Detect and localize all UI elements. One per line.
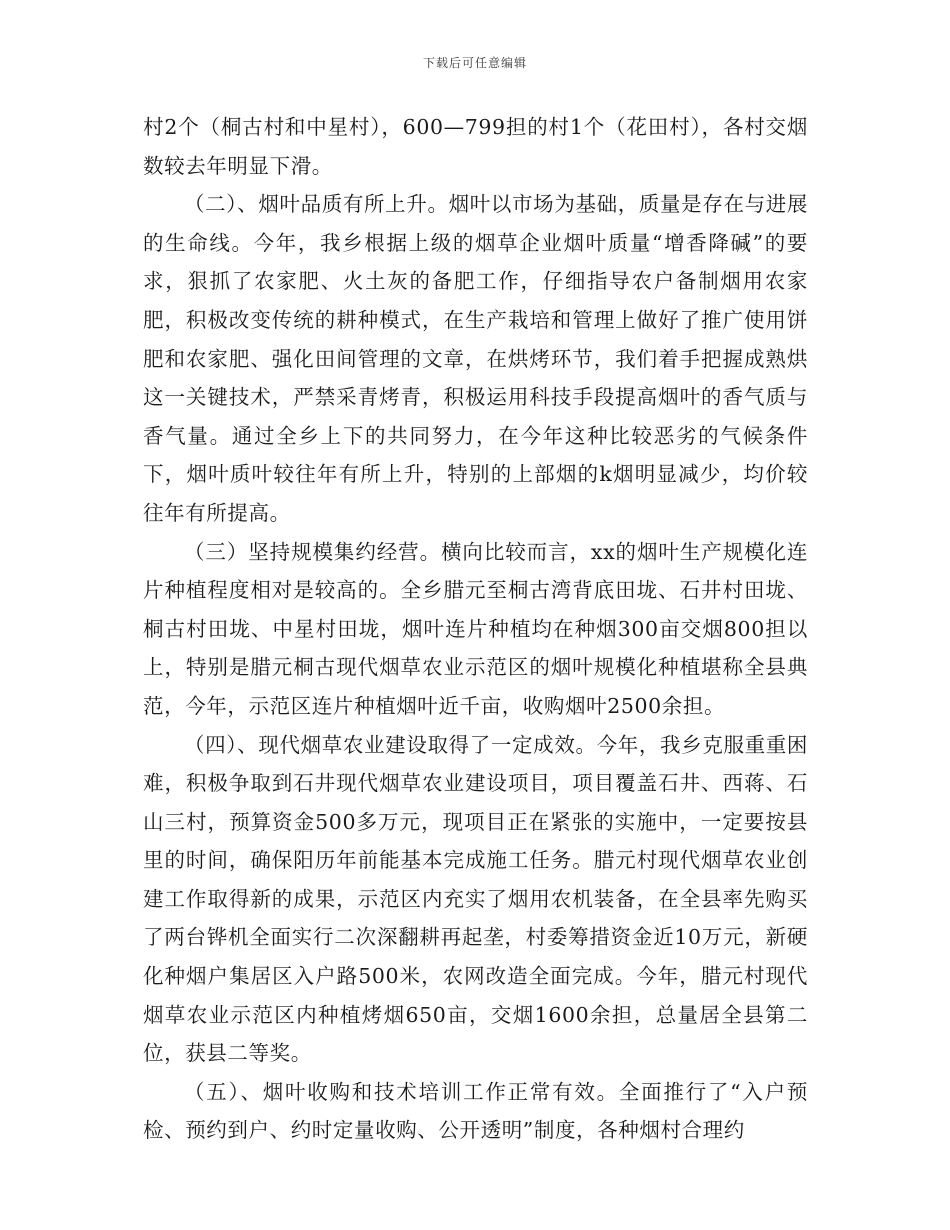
- page-header: 下载后可任意编辑: [422, 56, 527, 70]
- document-body: [143, 108, 808, 1150]
- paragraph-continuation: 村2个（桐古村和中星村），600—799担的村1个（花田村），各村交烟数较去年明显下滑。: [143, 115, 808, 178]
- paragraph-section-4: （四）、现代烟草农业建设取得了一定成效。今年，我乡克服重重困难，积极争取到石井现代烟草农业建设项目，项目覆盖石井、西蒋、石山三村，预算资金500多万元，现项目正在紧张的实施中，一定要按县里的时间，确保阳历年前能基本完成施工任务。腊元村现代烟草农业创建工作取得新的成果，示范区内充实了烟用农机装备，在全县率先购买了两台铧机全面实行二次深翻耕再起垄，村委筹措资金近10万元，新硬化种烟户集居区入户路500米，农网改造全面完成。今年，腊元村现代烟草农业示范区内种植烤烟650亩，交烟1600余担，总量居全县第二位，获县二等奖。: [143, 732, 808, 1066]
- paragraph-section-5: （五）、烟叶收购和技术培训工作正常有效。全面推行了“入户预检、预约到户、约时定量收购、公开透明”制度，各种烟村合理约: [143, 1079, 808, 1143]
- paragraph-section-2: （二）、烟叶品质有所上升。烟叶以市场为基础，质量是存在与进展的生命线。今年，我乡根据上级的烟草企业烟叶质量“增香降碱”的要求，狠抓了农家肥、火土灰的备肥工作，仔细指导农户备制烟用农家肥，积极改变传统的耕种模式，在生产栽培和管理上做好了推广使用饼肥和农家肥、强化田间管理的文章，在烘烤环节，我们着手把握成熟烘这一关键技术，严禁采青烤青，积极运用科技手段提高烟叶的香气质与香气量。通过全乡上下的共同努力，在今年这种比较恶劣的气候条件下，烟叶质叶较往年有所上升，特别的上部烟的k烟明显减少，均价较往年有所提高。: [143, 192, 808, 525]
- paragraph-section-3: （三）坚持规模集约经营。横向比较而言，xx的烟叶生产规模化连片种植程度相对是较高的。全乡腊元至桐古湾背底田垅、石井村田垅、桐古村田垅、中星村田垅，烟叶连片种植均在种烟300亩交烟800担以上，特别是腊元桐古现代烟草农业示范区的烟叶规模化种植堪称全县典范，今年，示范区连片种植烟叶近千亩，收购烟叶2500余担。: [143, 539, 808, 718]
